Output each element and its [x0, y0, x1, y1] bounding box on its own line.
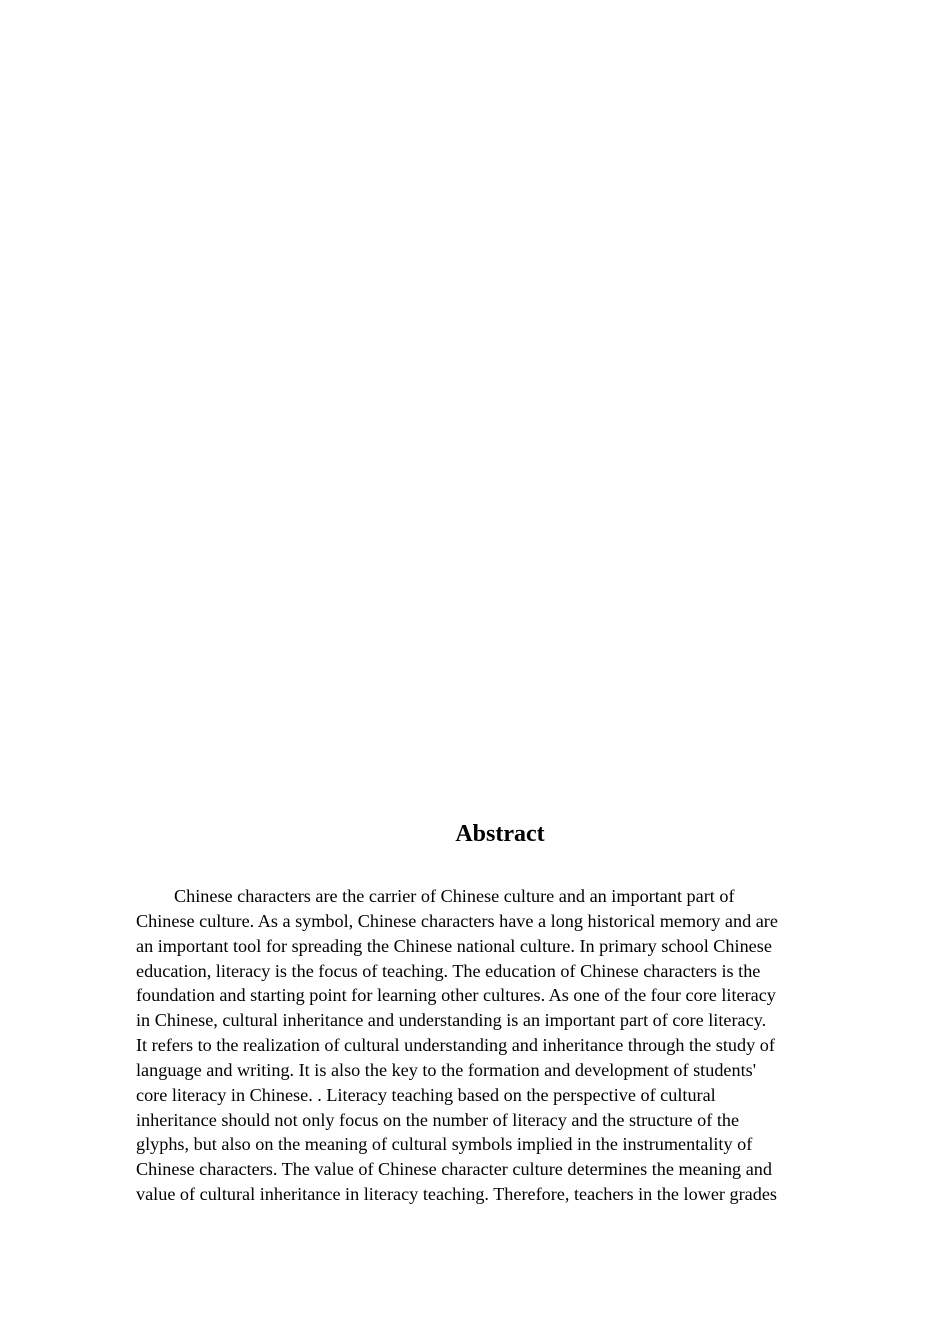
abstract-line: Chinese characters. The value of Chinese character culture determines the meaning and: [136, 1159, 772, 1180]
abstract-line: in Chinese, cultural inheritance and understanding is an important part of core literacy.: [136, 1010, 767, 1031]
abstract-paragraph: [136, 884, 816, 1207]
abstract-line: foundation and starting point for learning other cultures. As one of the four core literacy: [136, 985, 776, 1006]
abstract-line: an important tool for spreading the Chinese national culture. In primary school Chinese: [136, 935, 772, 956]
abstract-line: Chinese characters are the carrier of Chinese culture and an important part of: [174, 886, 735, 906]
abstract-line: education, literacy is the focus of teaching. The education of Chinese characters is the: [136, 960, 761, 981]
abstract-line: It refers to the realization of cultural understanding and inheritance through the study of: [136, 1035, 775, 1056]
abstract-line: core literacy in Chinese. . Literacy teaching based on the perspective of cultural: [136, 1084, 716, 1105]
abstract-line: inheritance should not only focus on the number of literacy and the structure of the: [136, 1109, 740, 1130]
abstract-line: language and writing. It is also the key to the formation and development of students': [136, 1059, 756, 1080]
abstract-line: Chinese culture. As a symbol, Chinese characters have a long historical memory and are: [136, 910, 778, 931]
abstract-title: Abstract: [455, 821, 545, 847]
abstract-line: glyphs, but also on the meaning of cultural symbols implied in the instrumentality of: [136, 1134, 753, 1155]
abstract-line: value of cultural inheritance in literacy teaching. Therefore, teachers in the lower grades: [136, 1184, 777, 1205]
